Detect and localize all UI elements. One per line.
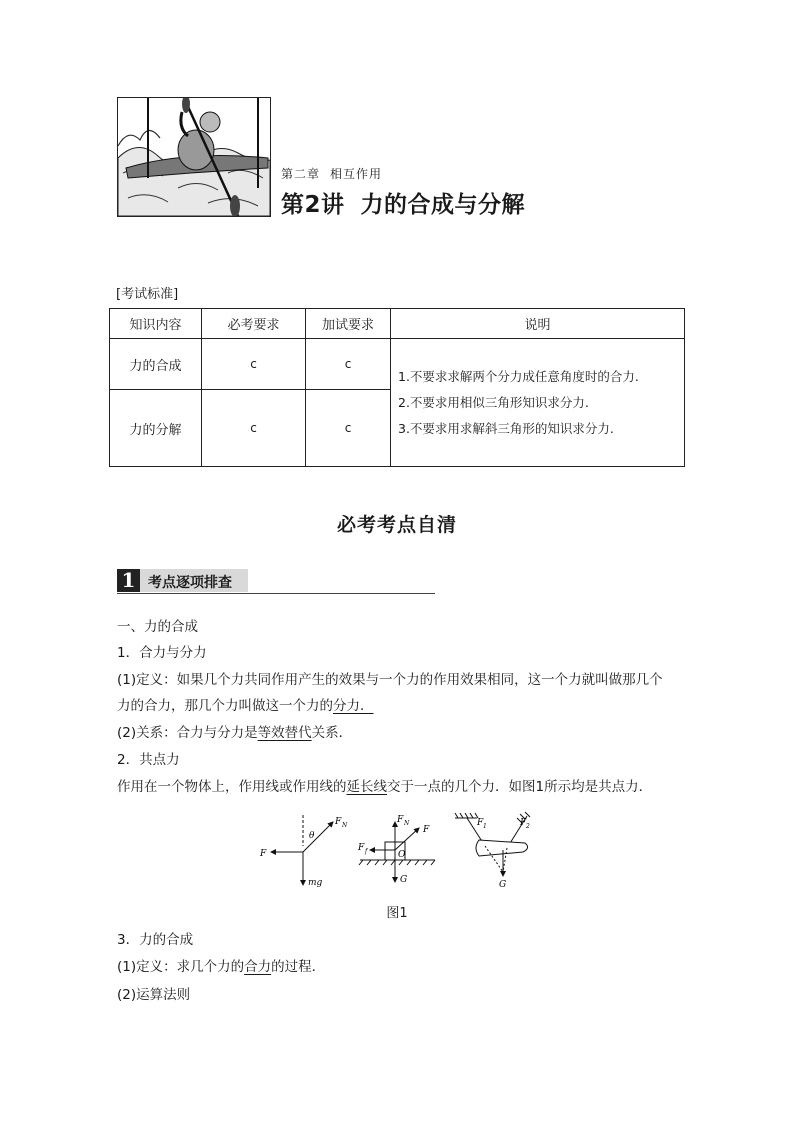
- diagram-c: [455, 812, 530, 890]
- chapter-title: 相互作用: [330, 167, 383, 181]
- label-g: G: [400, 875, 408, 885]
- rule-line: (2)运算法则: [117, 987, 191, 1003]
- table-row: [110, 339, 685, 390]
- notes-cell: [391, 339, 685, 467]
- lecture-number: 第2讲: [281, 192, 345, 218]
- label-o: O: [398, 850, 406, 860]
- chapter-label: [281, 165, 382, 182]
- text: 作用在一个物体上，作用线或作用线的: [117, 779, 347, 795]
- column-header: 知识内容: [110, 309, 202, 339]
- subsection-title: 考点逐项排查: [148, 575, 232, 591]
- label-theta: θ: [309, 831, 315, 841]
- knowledge-cell: 力的合成: [110, 339, 202, 390]
- definition-line: [117, 694, 374, 714]
- note-line: 2.不要求用相似三角形知识求分力.: [398, 394, 589, 410]
- knowledge-cell: 力的分解: [110, 390, 202, 467]
- text: (2)关系：合力与分力是: [117, 725, 258, 741]
- standards-label: [考试标准]: [116, 287, 179, 302]
- text: 关系．: [311, 725, 353, 741]
- note-line: 1.不要求求解两个分力成任意角度时的合力.: [398, 368, 639, 384]
- definition-line: (1)定义：如果几个力共同作用产生的效果与一个力的作用效果相同，这一个力就叫做那几个: [117, 672, 663, 688]
- label-f2-sub: 2: [526, 823, 530, 830]
- additional-cell: c: [306, 339, 391, 390]
- label-f1-sub: 1: [483, 823, 487, 830]
- kayaker-illustration: [117, 97, 271, 217]
- heading-composition: 一、力的合成: [117, 619, 198, 635]
- text: (1)定义：求几个力的: [117, 959, 245, 975]
- concurrent-line: [117, 775, 652, 795]
- required-cell: c: [202, 390, 306, 467]
- column-header: 必考要求: [202, 309, 306, 339]
- label-fn: F: [397, 815, 404, 825]
- text: 的过程．: [271, 959, 326, 975]
- item-concurrent-forces: 2．共点力: [117, 752, 180, 768]
- label-ff: F: [358, 843, 365, 853]
- lecture-title: [281, 186, 525, 219]
- column-header: 加试要求: [306, 309, 391, 339]
- underlined-term: 延长线: [346, 779, 387, 795]
- text: 交于一点的几个力．如图1所示均是共点力．: [387, 779, 653, 795]
- item-composition: 3．力的合成: [117, 932, 194, 948]
- definition-line: [117, 955, 325, 975]
- label-ff-sub: f: [365, 848, 368, 855]
- label-mg: mg: [308, 878, 323, 888]
- label-fn-sub: N: [404, 820, 410, 827]
- diagram-a: [259, 815, 348, 888]
- note-line: 3.不要求用求解斜三角形的知识求分力.: [398, 420, 614, 436]
- label-fn-sub: N: [342, 822, 348, 829]
- label-f: F: [423, 825, 430, 835]
- column-header: 说明: [391, 309, 685, 339]
- label-f1: F: [477, 818, 484, 828]
- standards-table: [109, 308, 685, 467]
- additional-cell: c: [306, 390, 391, 467]
- label-f: F: [260, 849, 267, 859]
- lecture-name: 力的合成与分解: [360, 192, 526, 218]
- label-fn: F: [335, 817, 342, 827]
- text: 力的合力，那几个力叫做这一个力的: [117, 698, 333, 714]
- required-cell: c: [202, 339, 306, 390]
- divider: [117, 593, 435, 594]
- relation-line: [117, 721, 352, 741]
- underlined-term: 分力．: [333, 698, 374, 714]
- label-f2: F: [520, 818, 527, 828]
- figure-caption: 图1: [386, 906, 408, 921]
- item-resultant-and-component: 1．合力与分力: [117, 645, 207, 661]
- underlined-term: 合力: [244, 959, 272, 975]
- table-header-row: [110, 309, 685, 339]
- figure-1: [255, 810, 545, 895]
- label-g: G: [499, 880, 507, 890]
- section-title: 必考考点自清: [336, 514, 457, 536]
- subsection-number: 1: [117, 569, 140, 592]
- underlined-term: 等效替代: [257, 725, 312, 741]
- diagram-b: [357, 815, 435, 885]
- chapter-number: 第二章: [281, 167, 321, 181]
